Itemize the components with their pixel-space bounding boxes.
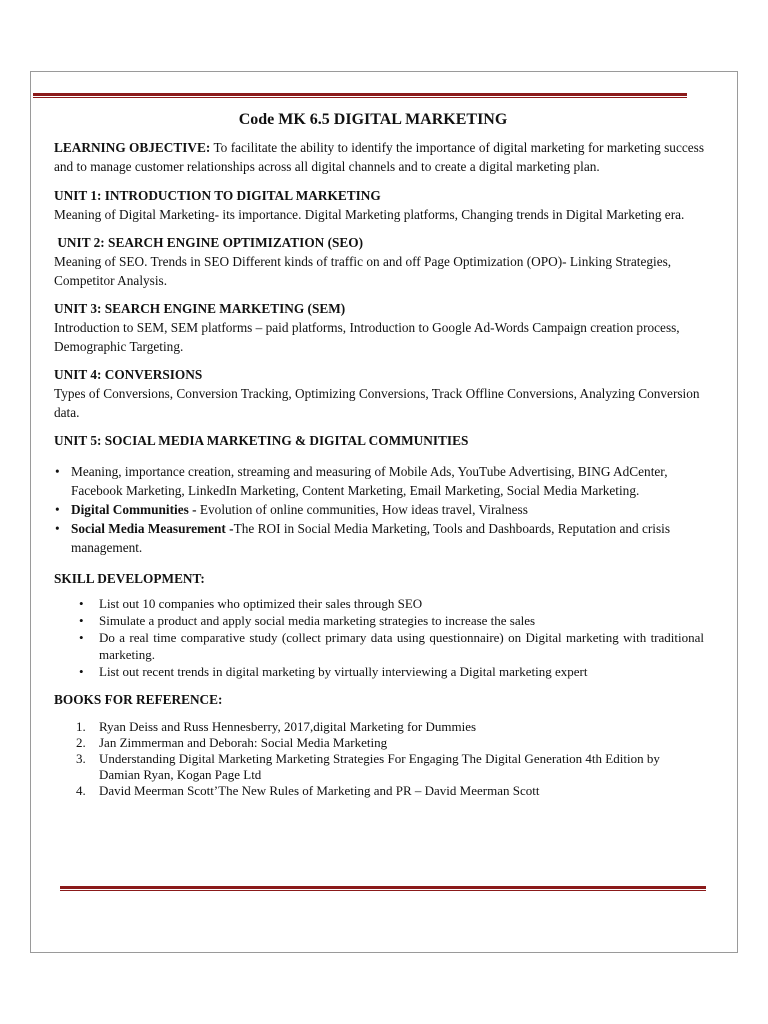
item-number: 3. [76, 751, 86, 766]
bullet-text: Evolution of online communities, How ideas travel, Viralness [199, 502, 528, 517]
item-number: 2. [76, 735, 86, 750]
unit-body: Meaning of SEO. Trends in SEO Different kinds of traffic on and off Page Optimization (OPO)- Linking Strategies, Competitor Analysis. [54, 254, 672, 288]
bullet-text: Meaning, importance creation, streaming and measuring of Mobile Ads, YouTube Advertising, BING AdCenter, Facebook Marketing, LinkedIn Marketing, Content Marketing, Email Marketing, Social Media Marketing. [71, 464, 668, 498]
list-item [71, 500, 704, 519]
unit-heading: UNIT 1: INTRODUCTION TO DIGITAL MARKETING [54, 188, 381, 203]
item-number: 1. [76, 719, 86, 734]
unit-body: Introduction to SEM, SEM platforms – paid platforms, Introduction to Google Ad-Words Campaign creation process, Demographic Targeting. [54, 320, 680, 354]
learning-objective [54, 138, 704, 176]
item-text: Ryan Deiss and Russ Hennesberry, 2017,digital Marketing for Dummies [99, 719, 477, 734]
document-content [54, 110, 704, 799]
unit-3 [54, 299, 704, 356]
unit-4 [54, 365, 704, 422]
list-item [71, 462, 704, 500]
objective-label: LEARNING OBJECTIVE: [54, 140, 211, 155]
item-number: 4. [76, 783, 86, 798]
bullet-lead: Digital Communities - [71, 502, 200, 517]
list-item: • List out recent trends in digital marketing by virtually interviewing a Digital marketing expert [99, 663, 704, 680]
bullet-lead: Social Media Measurement - [71, 521, 234, 536]
list-item [76, 735, 704, 751]
unit-heading: UNIT 3: SEARCH ENGINE MARKETING (SEM) [54, 301, 346, 316]
unit-heading: UNIT 5: SOCIAL MEDIA MARKETING & DIGITAL COMMUNITIES [54, 433, 469, 448]
unit-5-bullet-list [54, 462, 704, 557]
unit-2 [54, 233, 704, 290]
item-text: David Meerman Scott’The New Rules of Marketing and PR – David Meerman Scott [99, 783, 540, 798]
list-item: • Do a real time comparative study (collect primary data using questionnaire) on Digital marketing with traditional marketing. [99, 629, 704, 663]
list-item: • List out 10 companies who optimized their sales through SEO [99, 595, 704, 612]
bullet-text: The ROI in Social Media Marketing, Tools and Dashboards, Reputation and crisis management. [71, 521, 671, 555]
list-item [76, 719, 704, 735]
list-item [76, 783, 704, 799]
item-text: Understanding Digital Marketing Marketing Strategies For Engaging The Digital Generation 4th Edition by Damian Ryan, Kogan Page Ltd [99, 751, 660, 782]
unit-body: Types of Conversions, Conversion Tracking, Optimizing Conversions, Track Offline Conversions, Analyzing Conversion data. [54, 386, 700, 420]
unit-1 [54, 186, 704, 224]
objective-text: To facilitate the ability to identify the importance of digital marketing for marketing success and to manage customer relationships across all digital channels and to create a digital marketing plan. [54, 140, 705, 174]
list-item [71, 519, 704, 557]
unit-5 [54, 431, 704, 557]
skill-list [54, 595, 704, 680]
list-item [76, 751, 704, 783]
books-heading: BOOKS FOR REFERENCE: [54, 692, 223, 707]
item-text: Jan Zimmerman and Deborah: Social Media Marketing [99, 735, 388, 750]
top-divider [33, 93, 687, 96]
document-title: Code MK 6.5 DIGITAL MARKETING [238, 111, 508, 128]
books-list [54, 719, 704, 799]
unit-body: Meaning of Digital Marketing- its importance. Digital Marketing platforms, Changing trends in Digital Marketing era. [54, 207, 685, 222]
unit-heading: UNIT 2: SEARCH ENGINE OPTIMIZATION (SEO) [54, 235, 364, 250]
skill-heading: SKILL DEVELOPMENT: [54, 571, 205, 586]
list-item: • Simulate a product and apply social media marketing strategies to increase the sales [99, 612, 704, 629]
unit-heading: UNIT 4: CONVERSIONS [54, 367, 203, 382]
bottom-divider [60, 886, 706, 889]
